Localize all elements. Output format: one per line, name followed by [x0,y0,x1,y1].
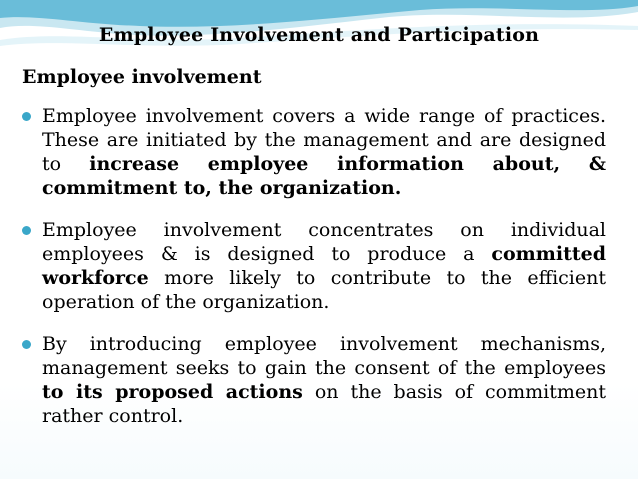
bullet-text [42,219,606,313]
bullet-dot-icon [22,112,31,121]
bullet-text-segment: more likely to contribute to the efficient operation of the organization. [42,267,606,313]
bullet-item [20,218,606,314]
bullet-text-segment: on the basis of commitment rather control. [42,381,606,427]
bullet-bold-segment: committed workforce [42,243,606,289]
section-heading: Employee involvement [22,66,262,88]
bullet-bold-segment: to its proposed actions [42,381,303,403]
bullet-dot-icon [22,340,31,349]
bullet-text-segment: By introducing employee involvement mechanisms, management seeks to gain the consent of the employees [42,333,606,379]
bullet-text [42,333,606,427]
bullet-dot-icon [22,226,31,235]
bullet-text-segment: Employee involvement covers a wide range of practices. These are initiated by the management and are designed to [42,105,606,175]
bullet-item [20,332,606,428]
bullet-text [42,105,606,199]
page-title: Employee Involvement and Participation [98,24,540,46]
bullet-item [20,104,606,200]
bullet-text-segment: Employee involvement concentrates on individual employees & is designed to produce a [42,219,606,265]
bullet-list [20,104,606,446]
bullet-bold-segment: increase employee information about, & commitment to, the organization. [42,153,606,199]
